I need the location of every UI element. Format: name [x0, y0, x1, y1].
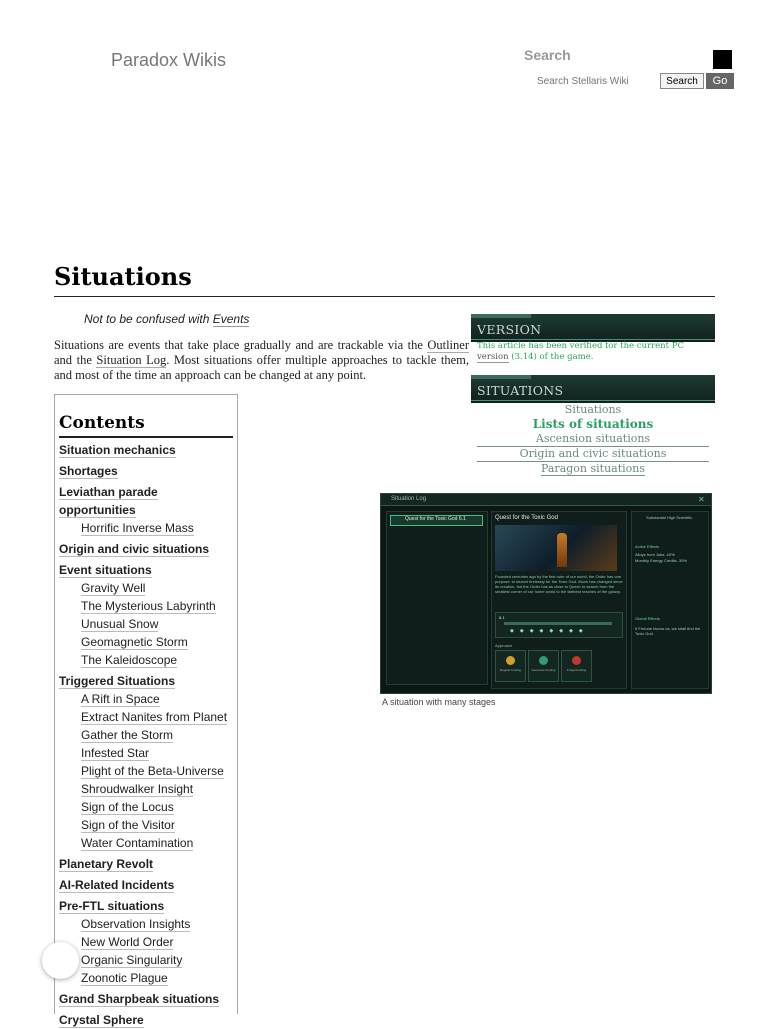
- toc-subsection-link[interactable]: Extract Nanites from Planet: [81, 710, 228, 724]
- toc-item: [59, 561, 233, 669]
- intro-paragraph: [54, 338, 469, 383]
- floating-action-button[interactable]: [42, 942, 79, 979]
- progress-bar: [504, 622, 612, 625]
- toc-subitem: [59, 798, 233, 816]
- toc-subsection-link[interactable]: Plight of the Beta-Universe: [81, 764, 224, 778]
- toc-sublist: [59, 519, 233, 537]
- title-divider: [54, 296, 715, 297]
- situation-detail-panel: [491, 511, 627, 689]
- screenshot-titlebar: Situation Log: [381, 494, 711, 506]
- toc-subsection-link[interactable]: Water Contamination: [81, 836, 194, 850]
- situations-nav-link[interactable]: Lists of situations: [532, 417, 654, 431]
- site-brand-link[interactable]: Paradox Wikis: [111, 50, 227, 70]
- outliner-link[interactable]: Outliner: [427, 338, 469, 352]
- toc-section-link[interactable]: Shortages: [59, 464, 118, 478]
- toc-subitem: [59, 615, 233, 633]
- toc-item: [59, 540, 233, 558]
- figure-shape: [557, 533, 567, 567]
- global-effects-text: If Fortune favors us, we shall find the Toxic God.: [635, 626, 701, 636]
- situations-nav-link[interactable]: Paragon situations: [540, 462, 646, 475]
- search-button[interactable]: Search: [660, 73, 704, 89]
- approach-option: [561, 650, 592, 682]
- version-note: [477, 341, 711, 363]
- progress-value: 6.1: [499, 615, 505, 620]
- situations-nav-item: [477, 432, 709, 447]
- toc-subitem: [59, 744, 233, 762]
- toc-section-link[interactable]: Triggered Situations: [59, 674, 176, 688]
- version-link[interactable]: version: [477, 352, 509, 362]
- toc-sublist: [59, 690, 233, 852]
- toc-subitem: [59, 726, 233, 744]
- toc-section-link[interactable]: Pre-FTL situations: [59, 899, 165, 913]
- effects-panel: [631, 511, 709, 689]
- toc-subsection-link[interactable]: Gravity Well: [81, 581, 146, 595]
- toc-title: Contents: [59, 413, 233, 438]
- situation-list: [386, 511, 488, 685]
- toc-subitem: [59, 816, 233, 834]
- global-effects-label: Global Effects: [635, 616, 660, 621]
- page-title: Situations: [54, 262, 192, 291]
- toc-item: [59, 441, 233, 459]
- situations-nav-item: [477, 403, 709, 417]
- approach-label-text: Regular funding: [499, 668, 522, 672]
- toc-subsection-link[interactable]: Organic Singularity: [81, 953, 183, 967]
- menu-square-icon[interactable]: [713, 50, 732, 69]
- approach-option: [528, 650, 559, 682]
- situation-description: Founded centuries ago by the first ruler of our world, the Order has one purpose: to search tirelessly for the Toxic God. Much has changed since its creation, but the Order has as close to Quest: to search from the smallest corner of our home world to the farthest reaches of the galaxy.: [495, 574, 623, 594]
- quest-row-label: Quest for the Toxic God: [405, 516, 458, 522]
- intro-text: Situations are events that take place gradually and are trackable via the: [54, 338, 428, 352]
- hatnote-events-link[interactable]: Events: [212, 312, 250, 326]
- approach-option: [495, 650, 526, 682]
- toc-subitem: [59, 969, 233, 987]
- toc-subsection-link[interactable]: Sign of the Locus: [81, 800, 174, 814]
- situations-header: SITUATIONS: [471, 375, 715, 403]
- toc-subsection-link[interactable]: The Mysterious Labyrinth: [81, 599, 216, 613]
- toc-section-link[interactable]: AI-Related Incidents: [59, 878, 175, 892]
- toc-subitem: [59, 579, 233, 597]
- toc-section-link[interactable]: Grand Sharpbeak situations: [59, 992, 220, 1006]
- approach-label-text: Frugal funding: [566, 668, 587, 672]
- toc-subsection-link[interactable]: The Kaleidoscope: [81, 653, 178, 667]
- toc-subsection-link[interactable]: A Rift in Space: [81, 692, 160, 706]
- toc-section-link[interactable]: Planetary Revolt: [59, 857, 154, 871]
- search-label: Search: [524, 47, 571, 63]
- toc-section-link[interactable]: Leviathan parade opportunities: [59, 485, 158, 517]
- approach-label-text: Generous funding: [531, 668, 556, 672]
- toc-subitem: [59, 597, 233, 615]
- toc-item: [59, 462, 233, 480]
- progress-track: [495, 612, 623, 638]
- situations-nav-item: [477, 417, 709, 432]
- toc-subitem: [59, 690, 233, 708]
- situation-log-screenshot[interactable]: [380, 493, 712, 694]
- toc-sublist: [59, 915, 233, 987]
- intro-text: . Most situations offer multiple approaches to tackle them, and most of the time an approach can be changed at any point.: [54, 353, 469, 382]
- toc-subsection-link[interactable]: Infested Star: [81, 746, 150, 760]
- toc-subitem: [59, 915, 233, 933]
- toc-subsection-link[interactable]: Sign of the Visitor: [81, 818, 175, 832]
- search-input[interactable]: [532, 73, 655, 89]
- toc-subsection-link[interactable]: Zoonotic Plague: [81, 971, 168, 985]
- toc-subsection-link[interactable]: Unusual Snow: [81, 617, 159, 631]
- screenshot-caption: A situation with many stages: [382, 697, 496, 707]
- version-text: (3.14) of the game.: [508, 352, 594, 362]
- toc-subitem: [59, 780, 233, 798]
- toc-section-link[interactable]: Crystal Sphere: [59, 1013, 144, 1027]
- situation-list-item: [390, 515, 483, 526]
- approach-icon: [572, 656, 581, 665]
- toc-subsection-link[interactable]: Horrific Inverse Mass: [81, 521, 194, 535]
- toc-item: [59, 990, 233, 1008]
- toc-subitem: [59, 834, 233, 852]
- version-text: This article has been verified for the current PC: [477, 341, 685, 351]
- situation-log-link[interactable]: Situation Log: [96, 353, 167, 367]
- effect-line: Monthly Energy Credits -30%: [635, 558, 688, 563]
- toc-sublist: [59, 579, 233, 669]
- quest-row-value: 6.1: [458, 516, 466, 522]
- toc-section-link[interactable]: Event situations: [59, 563, 152, 577]
- situations-nav: [477, 403, 709, 476]
- toc-subitem: [59, 519, 233, 537]
- toc-subsection-link[interactable]: New World Order: [81, 935, 174, 949]
- toc-subsection-link[interactable]: Shroudwalker Insight: [81, 782, 194, 796]
- situation-illustration: [495, 525, 617, 571]
- toc-subsection-link[interactable]: Geomagnetic Storm: [81, 635, 188, 649]
- toc-list: [59, 441, 233, 1029]
- toc-subitem: [59, 951, 233, 969]
- toc-subsection-link[interactable]: Gather the Storm: [81, 728, 174, 742]
- toc-item: [59, 876, 233, 894]
- toc-subitem: [59, 762, 233, 780]
- toc-item: [59, 855, 233, 873]
- hatnote-text: Not to be confused with: [84, 312, 213, 326]
- toc-section-link[interactable]: Origin and civic situations: [59, 542, 210, 556]
- version-header: VERSION: [471, 314, 715, 342]
- toc-section-link[interactable]: Situation mechanics: [59, 443, 176, 457]
- toc-item: [59, 483, 233, 537]
- toc-subitem: [59, 708, 233, 726]
- effect-line: Alloys from Jobs -10%: [635, 552, 675, 557]
- stage-markers: ◆◆◆◆◆◆◆◆: [510, 628, 589, 634]
- situations-nav-link[interactable]: Ascension situations: [535, 432, 651, 445]
- hatnote: [84, 312, 249, 326]
- situations-nav-link[interactable]: Origin and civic situations: [519, 447, 667, 460]
- close-icon: ✕: [698, 495, 705, 504]
- toc-subitem: [59, 633, 233, 651]
- toc-item: [59, 672, 233, 852]
- toc-subitem: [59, 651, 233, 669]
- toc-item: [59, 1011, 233, 1029]
- situations-nav-item: [477, 462, 709, 476]
- intro-text: and the: [54, 353, 97, 367]
- toc-subsection-link[interactable]: Observation Insights: [81, 917, 191, 931]
- situations-nav-link[interactable]: Situations: [564, 403, 622, 416]
- table-of-contents: [54, 394, 238, 1027]
- effects-header: Substantial High Scientific: [646, 515, 693, 520]
- active-effects-label: Active Effects: [635, 544, 660, 549]
- situation-title: Quest for the Toxic God: [495, 515, 558, 521]
- toc-item: [59, 897, 233, 987]
- approach-label: Approach: [495, 643, 513, 648]
- situations-nav-item: [477, 447, 709, 462]
- approach-icon: [539, 656, 548, 665]
- toc-subitem: [59, 933, 233, 951]
- approach-icon: [506, 656, 515, 665]
- go-button[interactable]: Go: [706, 73, 734, 89]
